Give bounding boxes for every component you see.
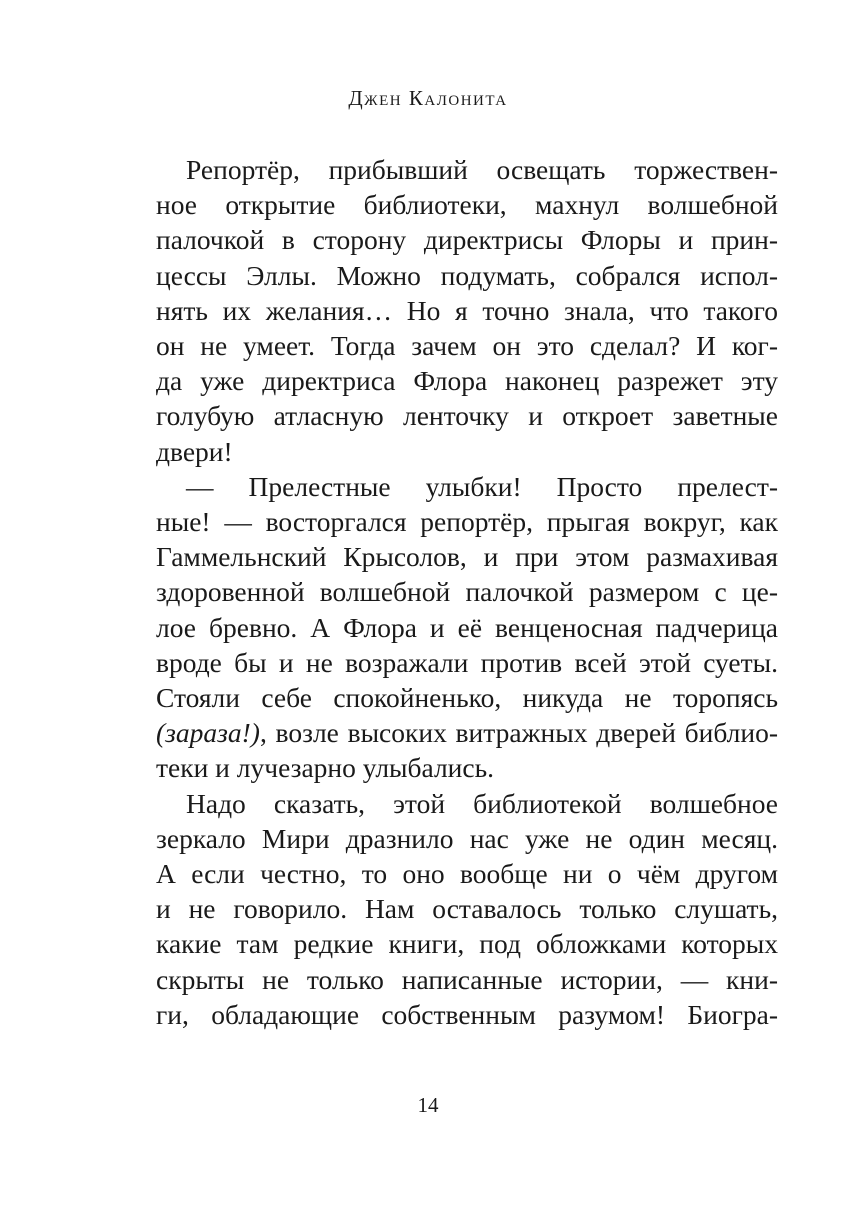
text-line: нять их желания… Но я точно знала, что такого [156,294,778,326]
text-line: А если честно, то оно вообще ни о чём другом [156,858,778,890]
text-line: какие там редкие книги, под обложками которых [156,928,778,960]
text-line: скрыты не только написанные истории, — кни- [156,963,778,995]
text-line: Репортёр, прибывший освещать торжествен- [186,154,778,185]
running-head: Джен Калонита [348,86,508,110]
paragraph-3 [156,786,778,1032]
text-line: лое бревно. А Флора и её венценосная падчерица [156,611,778,643]
text-fragment: , возле высоких витражных дверей библио- [259,717,778,749]
text-line: ги, обладающие собственным разумом! Биогра- [156,998,778,1030]
text-line: голубую атласную ленточку и откроет заветные [156,400,778,432]
paragraph-1 [156,152,778,469]
text-line: да уже директриса Флора наконец разрежет эту [156,365,778,397]
text-line: двери! [156,435,233,467]
text-line: ное открытие библиотеки, махнул волшебной [156,189,778,221]
paragraph-2 [156,469,778,786]
text-line-mixed [156,715,778,750]
text-line: здоровенной волшебной палочкой размером с це- [156,576,778,608]
text-line: зеркало Мири дразнило нас уже не один месяц. [156,822,778,854]
body-text [156,152,778,1032]
text-line: — Прелестные улыбки! Просто прелест- [186,470,778,502]
text-line: Гаммельнский Крысолов, и при этом размахивая [156,541,778,573]
text-line: Надо сказать, этой библиотекой волшебное [186,787,778,819]
italic-fragment: (зараза!) [156,717,260,749]
text-line: вроде бы и не возражали против всей этой суеты. [156,646,778,678]
text-line: и не говорило. Нам оставалось только слушать, [156,893,778,925]
text-line: он не умеет. Тогда зачем он это сделал? И ког- [156,330,778,362]
text-line: Стояли себе спокойненько, никуда не торопясь [156,682,778,714]
text-line: палочкой в сторону директрисы Флоры и прин- [156,224,778,256]
text-line: теки и лучезарно улыбались. [156,752,495,784]
page-number: 14 [417,1093,439,1117]
text-line: цессы Эллы. Можно подумать, собрался испол- [156,259,778,291]
text-line: ные! — восторгался репортёр, прыгая вокруг, как [156,506,778,538]
